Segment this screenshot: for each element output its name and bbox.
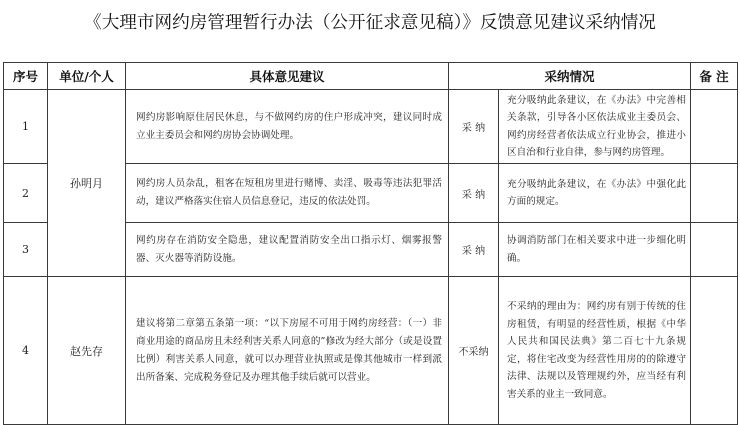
adoption-situation: 协调消防部门在相关要求中进一步细化明确。: [499, 223, 691, 277]
adoption-situation: 不采纳的理由为：网约房有别于传统的住房租赁，有明显的经营性质，根据《中华人民共和国民法典》第二百七十九条规定，将住宅改变为经营性用房的的除遵守法律、法规以及管理规约外，应当经有利害关系的业主一致同意。: [499, 277, 691, 425]
table-row: [4, 90, 738, 164]
adoption-status: 采 纳: [449, 90, 499, 164]
row-index: 3: [4, 223, 48, 277]
remark-cell: [691, 223, 738, 277]
header-suggestion: 具体意见建议: [126, 63, 449, 90]
adoption-status: 采 纳: [449, 164, 499, 223]
adoption-situation: 充分吸纳此条建议，在《办法》中强化此方面的规定。: [499, 164, 691, 223]
header-unit: 单位/个人: [48, 63, 126, 90]
row-index: 2: [4, 164, 48, 223]
remark-cell: [691, 164, 738, 223]
table-row: [4, 277, 738, 425]
page-title: 《大理市网约房管理暂行办法（公开征求意见稿）》反馈意见建议采纳情况: [84, 13, 656, 33]
suggestion-text: 建议将第二章第五条第一项：“以下房屋不可用于网约房经营：（一）非商业用途的商品房且未经利害关系人同意的”修改为经大部分（或是设置比例）利害关系人同意，就可以办理营业执照或是像其他城市一样到派出所备案、完成税务登记及办理其他手续后就可以营业。: [126, 277, 449, 425]
suggestion-text: 网约房人员杂乱，租客在短租房里进行赌博、卖淫、吸毒等违法犯罪活动，建议严格落实住宿人员信息登记，违反的依法处罚。: [126, 164, 449, 223]
header-index: 序号: [4, 63, 48, 90]
row-index: 4: [4, 277, 48, 425]
suggestion-text: 网约房影响原住居民休息，与不做网约房的住户形成冲突，建议同时成立业主委员会和网约房协会协调处理。: [126, 90, 449, 164]
table-header-row: [4, 63, 738, 90]
remark-cell: [691, 90, 738, 164]
remark-cell: [691, 277, 738, 425]
feedback-table: [3, 62, 738, 425]
row-index: 1: [4, 90, 48, 164]
adoption-situation: 充分吸纳此条建议，在《办法》中完善相关条款，引导各小区依法成业主委员会、网约房经营者依法成立行业协会，推进小区自治和行业自律，参与网约房管理。: [499, 90, 691, 164]
header-remark: 备 注: [691, 63, 738, 90]
suggestion-text: 网约房存在消防安全隐患，建议配置消防安全出口指示灯、烟雾报警器、灭火器等消防设施。: [126, 223, 449, 277]
person-name: 赵先存: [48, 277, 126, 425]
adoption-status: 不采纳: [449, 277, 499, 425]
person-name: 孙明月: [48, 90, 126, 277]
header-adoption: 采纳情况: [449, 63, 691, 90]
adoption-status: 采 纳: [449, 223, 499, 277]
